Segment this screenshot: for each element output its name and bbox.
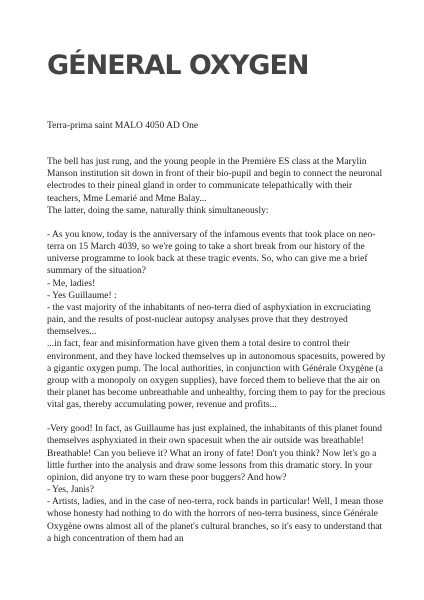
paragraph-1: The bell has just rung, and the young people in the Première ES class at the Marylin Manson institution sit down in front of their bio-pupil and begin to connect the neuronal electrodes to their pineal gland in order to communicate telepathically with their teachers, Mme Lemarié and Mme Balay... The latter, doing the same, naturally think simultaneously:: [47, 157, 383, 216]
document-subtitle: Terra-prima saint MALO 4050 AD One: [47, 121, 199, 131]
document-title: GÉNERAL OXYGEN: [47, 50, 309, 81]
document-body: [47, 120, 387, 545]
paragraph-2: - As you know, today is the anniversary of the infamous events that took place on neo-terra on 15 March 4039, so we're going to take a short break from our history of the universe programme to look back at these tragic events. So, who can give me a brief summary of the situation? - Me, ladies! - Yes Guillaume! : - the vast majority of the inhabitants of neo-terra died of asphyxiation in excruciating pain, and the results of post-nuclear autopsy analyses prove that they destroyed themselves... ...in fact, fear and misinformation have given them a total desire to control their environment, and they have locked themselves up in autonomous spacesuits, powered by a gigantic oxygen pump. The local authorities, in conjunction with Générale Oxygène (a group with a monopoly on oxygen supplies), have forced them to believe that the air on their planet has become unbreathable and unhealthy, forcing them to pay for the precious vital gas, thereby accumulating power, revenue and profits...: [47, 229, 386, 411]
paragraph-3: -Very good! In fact, as Guillaume has just explained, the inhabitants of this planet found themselves asphyxiated in their own spacesuit when the air outside was breathable! Breathable! Can you believe it? What an irony of fate! Don't you think? Now let's go a little further into the analysis and draw some lessons from this dramatic story. In your opinion, did anyone try to warn these poor buggers? And how? - Yes, Janis? - Artists, ladies, and in the case of neo-terra, rock bands in particular! Well, I mean those whose honesty had nothing to do with the horrors of neo-terra business, since Générale Oxygène owns almost all of the planet's cultural branches, so it's easy to understand that a high concentration of them had an: [47, 424, 384, 544]
